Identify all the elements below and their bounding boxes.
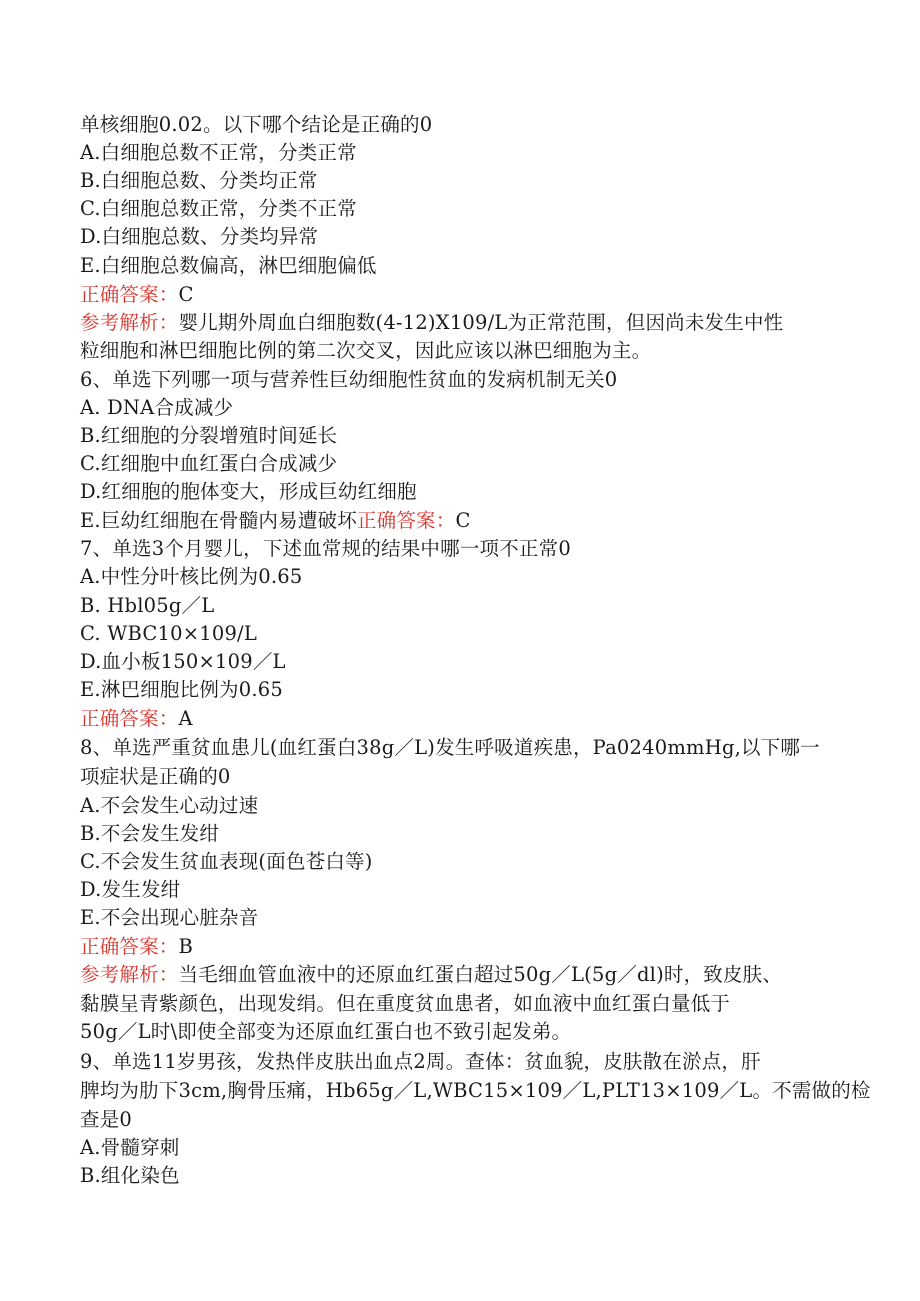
explanation-line: 粒细胞和淋巴细胞比例的第二次交叉，因此应该以淋巴细胞为主。 <box>80 339 652 362</box>
option-c: C.白细胞总数正常，分类不正常 <box>80 197 357 220</box>
option-c: C.红细胞中血红蛋白合成减少 <box>80 452 338 475</box>
option-a: A.中性分叶核比例为0.65 <box>80 565 303 588</box>
option-e-with-answer: E.巨幼红细胞在骨髓内易遭破坏正确答案：C <box>80 509 471 532</box>
answer-label: 正确答案： <box>80 283 179 306</box>
answer-label: 正确答案： <box>80 935 179 958</box>
option-d: D.红细胞的胞体变大，形成巨幼红细胞 <box>80 480 417 503</box>
explanation-line: 黏膜呈青紫颜色，出现发绢。但在重度贫血患者，如血液中血红蛋白量低于 <box>80 992 731 1015</box>
answer-label: 正确答案： <box>80 707 179 730</box>
option-a: A.白细胞总数不正常，分类正常 <box>80 141 357 164</box>
option-b: B.红细胞的分裂增殖时间延长 <box>80 424 338 447</box>
question-stem-line: 单核细胞0.02。以下哪个结论是正确的0 <box>80 113 433 136</box>
option-a: A. DNA合成减少 <box>80 396 234 419</box>
option-b: B.白细胞总数、分类均正常 <box>80 169 318 192</box>
option-e: E.不会出现心脏杂音 <box>80 906 259 929</box>
option-d: D.血小板150×109／L <box>80 650 286 673</box>
question-7-stem: 7、单选3个月婴儿，下述血常规的结果中哪一项不正常0 <box>80 537 571 560</box>
explanation-line: 参考解析：婴儿期外周血白细胞数(4-12)X109/L为正常范围，但因尚未发生中性 <box>80 311 784 334</box>
option-a: A.骨髓穿刺 <box>80 1136 180 1159</box>
question-8-stem: 8、单选严重贫血患儿(血红蛋白38g／L)发生呼吸道疾患，Pa0240mmHg,以下哪一 <box>80 736 820 759</box>
option-c: C.不会发生贫血表现(面色苍白等) <box>80 850 373 873</box>
answer-label: 正确答案： <box>356 509 456 532</box>
correct-answer: 正确答案：C <box>80 283 194 306</box>
option-e: E.白细胞总数偏高，淋巴细胞偏低 <box>80 254 377 277</box>
question-9-stem: 脾均为肋下3cm,胸骨压痛，Hb65g／L,WBC15×109／L,PLT13×109／L。不需做的检 <box>80 1079 871 1102</box>
question-9-stem: 查是0 <box>80 1108 133 1131</box>
option-c: C. WBC10×109/L <box>80 622 257 645</box>
explanation-line: 参考解析：当毛细血管血液中的还原血红蛋白超过50g／L(5g／dl)时，致皮肤、 <box>80 963 783 986</box>
correct-answer: 正确答案：B <box>80 935 194 958</box>
option-e: E.淋巴细胞比例为0.65 <box>80 678 283 701</box>
explanation-line: 50g／L时\即使全部变为还原血红蛋白也不致引起发弟。 <box>80 1020 572 1043</box>
question-6-stem: 6、单选下列哪一项与营养性巨幼细胞性贫血的发病机制无关0 <box>80 368 618 391</box>
option-b: B.不会发生发绀 <box>80 822 220 845</box>
option-b: B. Hbl05g／L <box>80 594 215 617</box>
option-b: B.组化染色 <box>80 1164 180 1187</box>
question-8-stem: 项症状是正确的0 <box>80 765 231 788</box>
question-9-stem: 9、单选11岁男孩，发热伴皮肤出血点2周。查体：贫血貌，皮肤散在淤点，肝 <box>80 1050 761 1073</box>
option-a: A.不会发生心动过速 <box>80 794 259 817</box>
explanation-label: 参考解析： <box>80 311 179 334</box>
explanation-label: 参考解析： <box>80 963 179 986</box>
option-d: D.发生发绀 <box>80 878 181 901</box>
option-d: D.白细胞总数、分类均异常 <box>80 225 319 248</box>
correct-answer: 正确答案：A <box>80 707 193 730</box>
